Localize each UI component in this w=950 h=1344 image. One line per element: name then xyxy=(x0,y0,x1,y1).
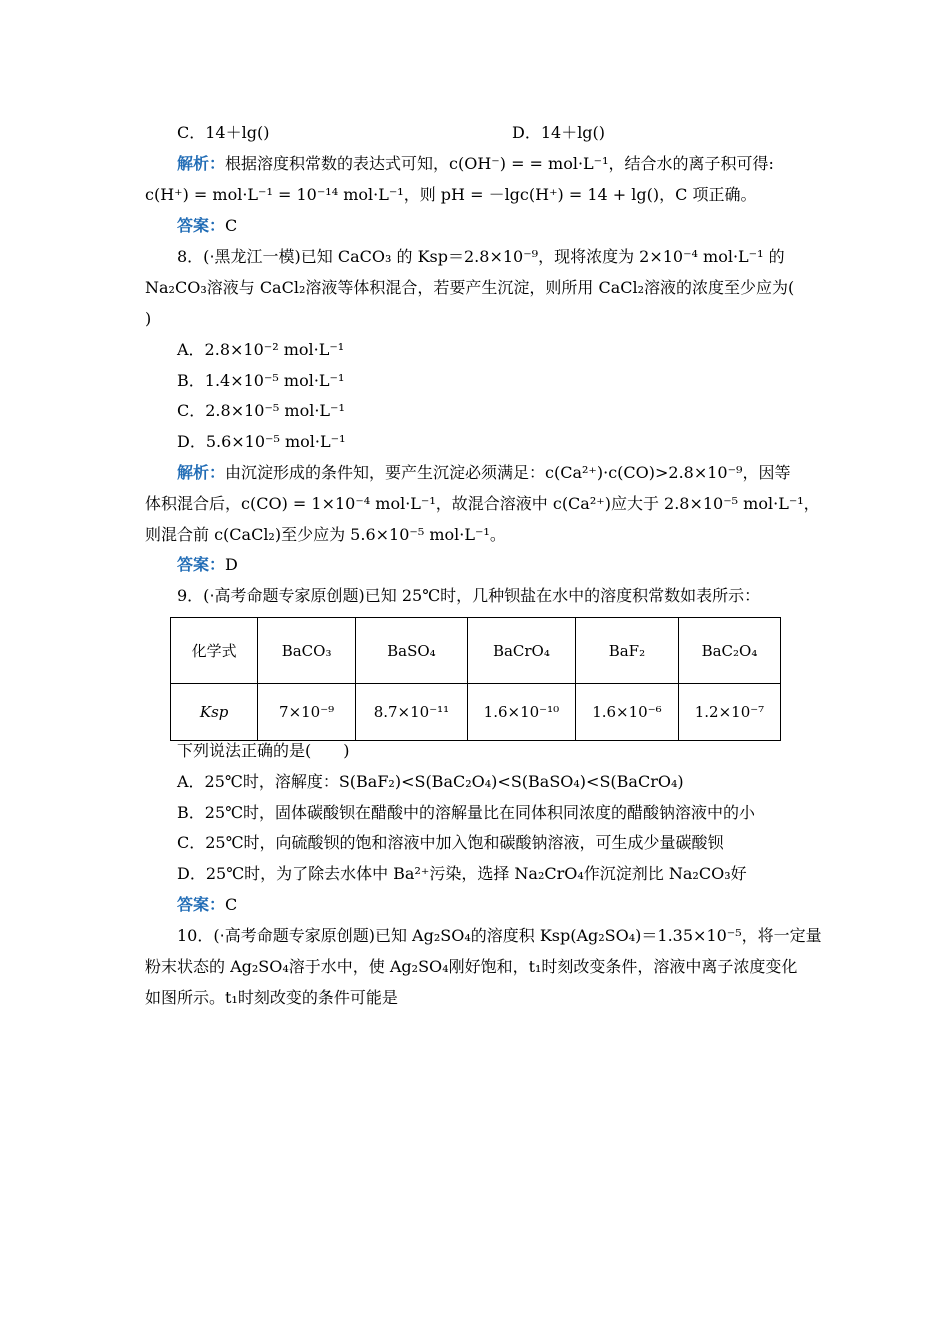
q10-stem-line-1 xyxy=(177,924,822,948)
q9-prompt: 下列说法正确的是( ) xyxy=(177,741,350,760)
table-cell: BaCO₃ xyxy=(258,618,356,684)
ksp-table xyxy=(170,617,781,741)
answer-value: D xyxy=(225,555,238,574)
q7-options-row xyxy=(177,121,839,145)
question-number: 10．( xyxy=(177,926,220,945)
table-cell: BaF₂ xyxy=(575,618,678,684)
q8-stem-text-1: )已知 CaCO₃ 的 Ksp＝2.8×10⁻⁹，现将浓度为 2×10⁻⁴ mol·L⁻¹ 的 xyxy=(294,247,785,266)
q9-option-c: C．25℃时，向硫酸钡的饱和溶液中加入饱和碳酸钠溶液，可生成少量碳酸钡 xyxy=(177,833,724,852)
q8-analysis-text-1: 由沉淀形成的条件知，要产生沉淀必须满足：c(Ca²⁺)·c(CO)>2.8×10⁻⁹，因等 xyxy=(225,463,791,482)
table-cell: Ksp xyxy=(171,684,258,741)
question-source: ·黑龙江一模 xyxy=(209,247,295,266)
q7-analysis-line-1 xyxy=(177,152,807,176)
table-cell: 8.7×10⁻¹¹ xyxy=(355,684,467,741)
answer-value: C xyxy=(225,216,238,235)
q8-analysis-line-2: 体积混合后，c(CO) = 1×10⁻⁴ mol·L⁻¹，故混合溶液中 c(Ca²⁺)应大于 2.8×10⁻⁵ mol·L⁻¹， xyxy=(145,494,820,513)
table-cell: 1.6×10⁻⁶ xyxy=(575,684,678,741)
q8-analysis-line-3: 则混合前 c(CaCl₂)至少应为 5.6×10⁻⁵ mol·L⁻¹。 xyxy=(145,525,506,544)
q10-stem-line-3: 如图所示。t₁时刻改变的条件可能是 xyxy=(145,988,398,1007)
answer-label: 答案： xyxy=(177,216,226,235)
table-cell: 化学式 xyxy=(171,618,258,684)
table-cell: BaC₂O₄ xyxy=(678,618,780,684)
q8-stem-line-1 xyxy=(177,245,807,269)
q7-answer xyxy=(177,214,839,238)
question-source: ·高考命题专家原创题 xyxy=(219,926,369,945)
answer-value: C xyxy=(225,895,238,914)
q9-stem xyxy=(177,584,807,608)
q7-option-c: C．14＋lg() xyxy=(177,123,270,142)
q8-option-c: C．2.8×10⁻⁵ mol·L⁻¹ xyxy=(177,401,345,420)
table-header-row xyxy=(171,618,781,684)
q8-stem-line-3: ) xyxy=(145,309,152,328)
q8-option-b: B．1.4×10⁻⁵ mol·L⁻¹ xyxy=(177,371,345,390)
q8-option-d: D．5.6×10⁻⁵ mol·L⁻¹ xyxy=(177,432,346,451)
q9-stem-text: )已知 25℃时，几种钡盐在水中的溶度积常数如表所示： xyxy=(358,586,761,605)
q9-option-b: B．25℃时，固体碳酸钡在醋酸中的溶解量比在同体积同浓度的醋酸钠溶液中的小 xyxy=(177,803,756,822)
table-cell: BaCrO₄ xyxy=(467,618,575,684)
q8-analysis-line-1 xyxy=(177,461,807,485)
analysis-label: 解析： xyxy=(177,154,226,173)
q9-answer xyxy=(177,893,839,917)
q8-stem-line-2: Na₂CO₃溶液与 CaCl₂溶液等体积混合，若要产生沉淀，则所用 CaCl₂溶液的浓度至少应为( xyxy=(145,278,795,297)
analysis-label: 解析： xyxy=(177,463,226,482)
answer-label: 答案： xyxy=(177,555,226,574)
q8-option-a: A．2.8×10⁻² mol·L⁻¹ xyxy=(177,340,345,359)
q9-option-a: A．25℃时，溶解度：S(BaF₂)<S(BaC₂O₄)<S(BaSO₄)<S(BaCrO₄) xyxy=(177,772,684,791)
table-cell: 1.6×10⁻¹⁰ xyxy=(467,684,575,741)
q9-option-d: D．25℃时，为了除去水体中 Ba²⁺污染，选择 Na₂CrO₄作沉淀剂比 Na₂CO₃好 xyxy=(177,864,747,883)
table-cell: BaSO₄ xyxy=(355,618,467,684)
table-cell: 1.2×10⁻⁷ xyxy=(678,684,780,741)
q7-analysis-text-1: 根据溶度积常数的表达式可知，c(OH⁻) = = mol·L⁻¹，结合水的离子积可得: xyxy=(225,154,774,173)
answer-label: 答案： xyxy=(177,895,226,914)
table-cell: 7×10⁻⁹ xyxy=(258,684,356,741)
question-number: 8．( xyxy=(177,247,210,266)
question-source: ·高考命题专家原创题 xyxy=(209,586,359,605)
q7-analysis-line-2: c(H⁺) = mol·L⁻¹ = 10⁻¹⁴ mol·L⁻¹，则 pH = －lgc(H⁺) = 14 + lg()，C 项正确。 xyxy=(145,185,757,204)
table-row xyxy=(171,684,781,741)
q10-stem-text-1: )已知 Ag₂SO₄的溶度积 Ksp(Ag₂SO₄)＝1.35×10⁻⁵，将一定量 xyxy=(368,926,822,945)
q10-stem-line-2: 粉末状态的 Ag₂SO₄溶于水中，使 Ag₂SO₄刚好饱和，t₁时刻改变条件，溶液中离子浓度变化 xyxy=(145,957,798,976)
question-number: 9．( xyxy=(177,586,210,605)
q7-option-d: D．14＋lg() xyxy=(512,123,606,142)
q8-answer xyxy=(177,553,839,577)
